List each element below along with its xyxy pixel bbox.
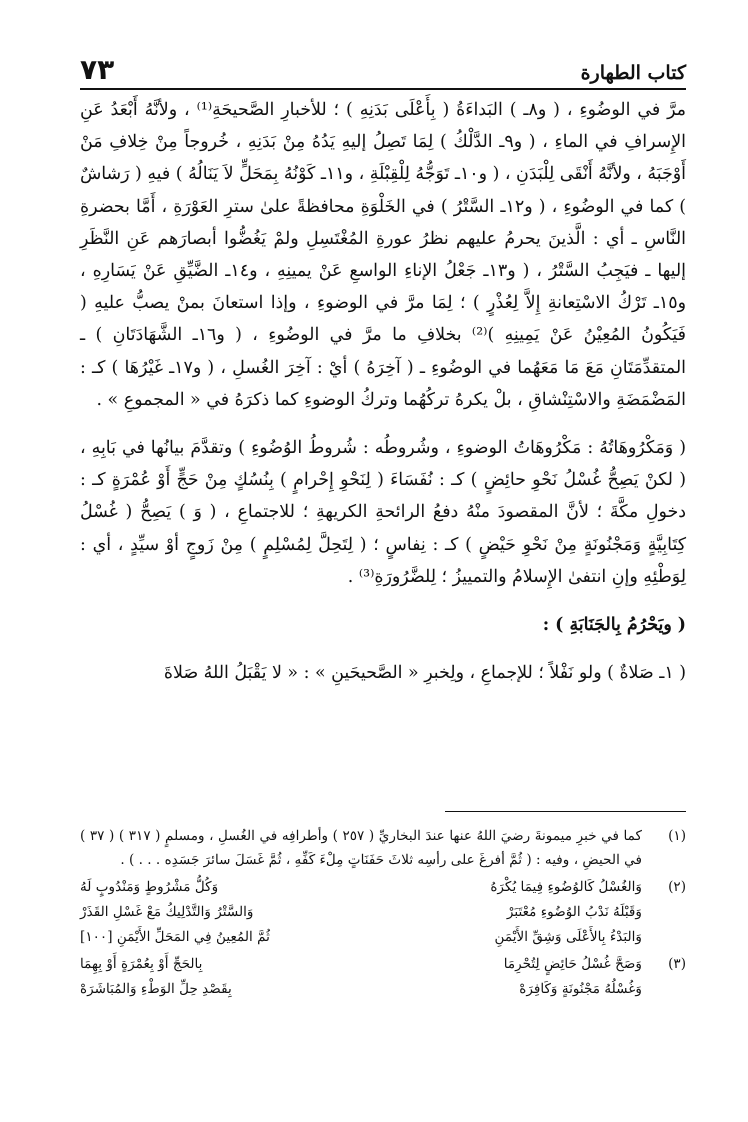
- footnotes: [80, 824, 686, 1002]
- footnote-poem: [80, 952, 686, 1002]
- footnote-number: (٢): [668, 878, 686, 895]
- verse-second-half: ثُمَّ المُعِينُ فِي المَحَلِّ الأَيْمَنِ [١٠٠]: [80, 928, 270, 945]
- verse-first-half: وَالغُسْلُ كَالوُضُوءِ فِيمَا يُكْرَهُ: [490, 878, 642, 895]
- verse-first-half: وَالبَدْءُ بِالأَعْلَى وَشِقِّ الأَيْمَنِ: [494, 928, 642, 945]
- verse-second-half: بِالحَجِّ أَوْ بِعُمْرَةٍ أَوْ بِهِمَا: [80, 955, 203, 972]
- verse-first-half: وَقَبْلَهُ نَدْبُ الوُضُوءِ مُعْتَبَرْ: [506, 903, 642, 920]
- footnote-text: كما في خبرِ ميمونةَ رضيَ اللهُ عنها عندَ البخاريِّ ( ٢٥٧ ) وأطرافِه في الغُسلِ ، ومسلمٍ ( ٣١٧ ) ( ٣٧ ) في الحيضِ ، وفيه : ( ثُمَّ أفرغَ على رأسِه ثلاثَ حَفَنَاتٍ مِلْءَ كَفِّهِ ، ثُمَّ غَسَلَ سائرَ جَسَدِه . . . ) .: [80, 828, 643, 869]
- footnote-poem: [80, 875, 686, 950]
- paragraph: ( ١ـ صَلاةٌ ) ولو نَفْلاً ؛ للإجماعِ ، ولِخبرِ « الصَّحيحَينِ » : « لا يَقْبَلُ اللهُ صَلاةَ: [163, 663, 686, 684]
- poem-line: [80, 952, 642, 977]
- verse-first-half: وَغُسْلُهُ مَجْنُونَةٍ وَكَافِرَهْ: [519, 980, 642, 997]
- verse-second-half: وَكُلُّ مَشْرُوطٍ وَمَنْدُوبٍ لَهُ: [80, 878, 219, 895]
- verse-first-half: وَصَحَّ غُسْلُ حَائِضٍ لِتُحْرِمَا: [503, 955, 642, 972]
- page-title: كتاب الطهارة: [580, 62, 686, 84]
- footnote-number: (١): [668, 828, 686, 844]
- poem-line: [80, 925, 642, 950]
- page-header: [80, 50, 686, 90]
- poem-line: [80, 977, 642, 1002]
- paragraph: مرَّ في الوضُوءِ ، ( و٨ـ ) البَداءَةُ ( بِأَعْلَى بَدَنِهِ ) ؛ للأخبارِ الصَّحيحَةِ⁽¹⁾ ، ولأنَّهُ أَبْعَدُ عَنِ الإِسرافِ في الماءِ ، ( و٩ـ الدَّلْكُ ) لِمَا تَصِلُ إليهِ يَدُهُ مِنْ بَدَنِهِ ، خُروجاً مِنْ خِلافِ مَنْ أَوْجَبَهُ ، ولأنَّهُ أَنْقَى لِلْبَدَنِ ، ( و١٠ـ تَوَجُّهُ لِلْقِبْلَةِ ، و١١ـ كَوْنُهُ بِمَحَلٍّ لاَ يَنَالُهُ ) فيهِ ( رَشاشٌ ) كما في الوضُوءِ ، ( و١٢ـ السَّتْرُ ) في الخَلْوَةِ محافظةً علىٰ سترِ العَوْرَةِ ، أَمَّا بحضرةِ النَّاسِ ـ أي : الَّذينَ يحرمُ عليهم نظرُ عورةِ المُغْتَسِلِ ولمْ يَغُضُّوا أبصارَهم عَنِ النَّظَرِ إليها ـ فيَجِبُ السَّتْرُ ، ( و١٣ـ جَعْلُ الإناءِ الواسعِ عَنْ يمينِهِ ، و١٤ـ الضَّيِّقِ عَنْ يَسَارِهِ ، و١٥ـ تَرْكُ الاسْتِعانةِ إِلاَّ لِعُذْرٍ ) ؛ لِمَا مرَّ في الوضوءِ ، وإذا استعانَ بمنْ يصبُّ عليهِ ( فَيَكُونُ المُعِيْنُ عَنْ يَمِينِهِ )⁽²⁾ بخلافِ ما مرَّ في الوضُوءِ ، ( و١٦ـ الشَّهَادَتَانِ ) ـ المتقدِّمَتَانِ مَعَ مَا مَعَهُما في الوضُوءِ ـ ( آخِرَهُ ) أيْ : آخِرَ الغُسلِ ، ( و١٧ـ غَيْرُهَا ) كـ : المَضْمَضَةِ والاسْتِنْشاقِ ، بلْ يكرهُ تركُهُما وتركُ الوضوءِ كما ذكرَهُ في « المجموعِ » .: [80, 100, 687, 410]
- poem-verses: [80, 952, 642, 1002]
- page-number: ٧٣: [80, 53, 115, 86]
- verse-second-half: بِقَصْدِ حِلِّ الوَطْءِ وَالمُبَاشَرَهْ: [80, 980, 232, 997]
- footnote: [80, 824, 686, 873]
- verse-second-half: وَالسَّتْرُ وَالتَّدْلِيكُ مَعْ غَسْلِ القَذَرْ: [80, 903, 254, 920]
- footnote-number: (٣): [668, 955, 686, 972]
- paragraph: ( وَمَكْرُوهَاتُهُ : مَكْرُوهَاتُ الوضوءِ ، وشُروطُه : شُروطُ الوُضُوءِ ) وتقدَّمَ بيانُها في بَابِهِ ، ( لكنْ يَصِحُّ غُسْلُ نَحْوِ حائِضٍ ) كـ : نُفَسَاءَ ( لِنَحْوِ إِحْرامٍ ) بِنُسُكٍ مِنْ حَجٍّ أَوْ عُمْرَةٍ كـ : دخولِ مكَّةَ ؛ لأنَّ المقصودَ منْهُ دفعُ الرائحةِ الكريهةِ ؛ للاجتماعِ ، ( وَ ) يَصِحُّ ( غُسْلُ كِتَابِيَّةٍ وَمَجْنُونَةٍ مِنْ نَحْوِ حَيْضٍ ) كـ : نِفاسٍ ؛ ( لِتَحِلَّ لِمُسْلِمٍ ) مِنْ زَوجٍ أوْ سيِّدٍ ، أي : لِوَطْئِهِ وإنِ انتفىٰ الإِسلامُ والتمييزُ ؛ لِلضَّرُورَةِ⁽³⁾ .: [80, 438, 686, 587]
- section-heading: ( ويَحْرُمُ بِالجَنَابَةِ ) :: [542, 615, 686, 636]
- poem-line: [80, 875, 642, 900]
- main-text: [80, 94, 686, 689]
- poem-line: [80, 900, 642, 925]
- footnote-separator: [445, 811, 686, 812]
- poem-verses: [80, 875, 642, 950]
